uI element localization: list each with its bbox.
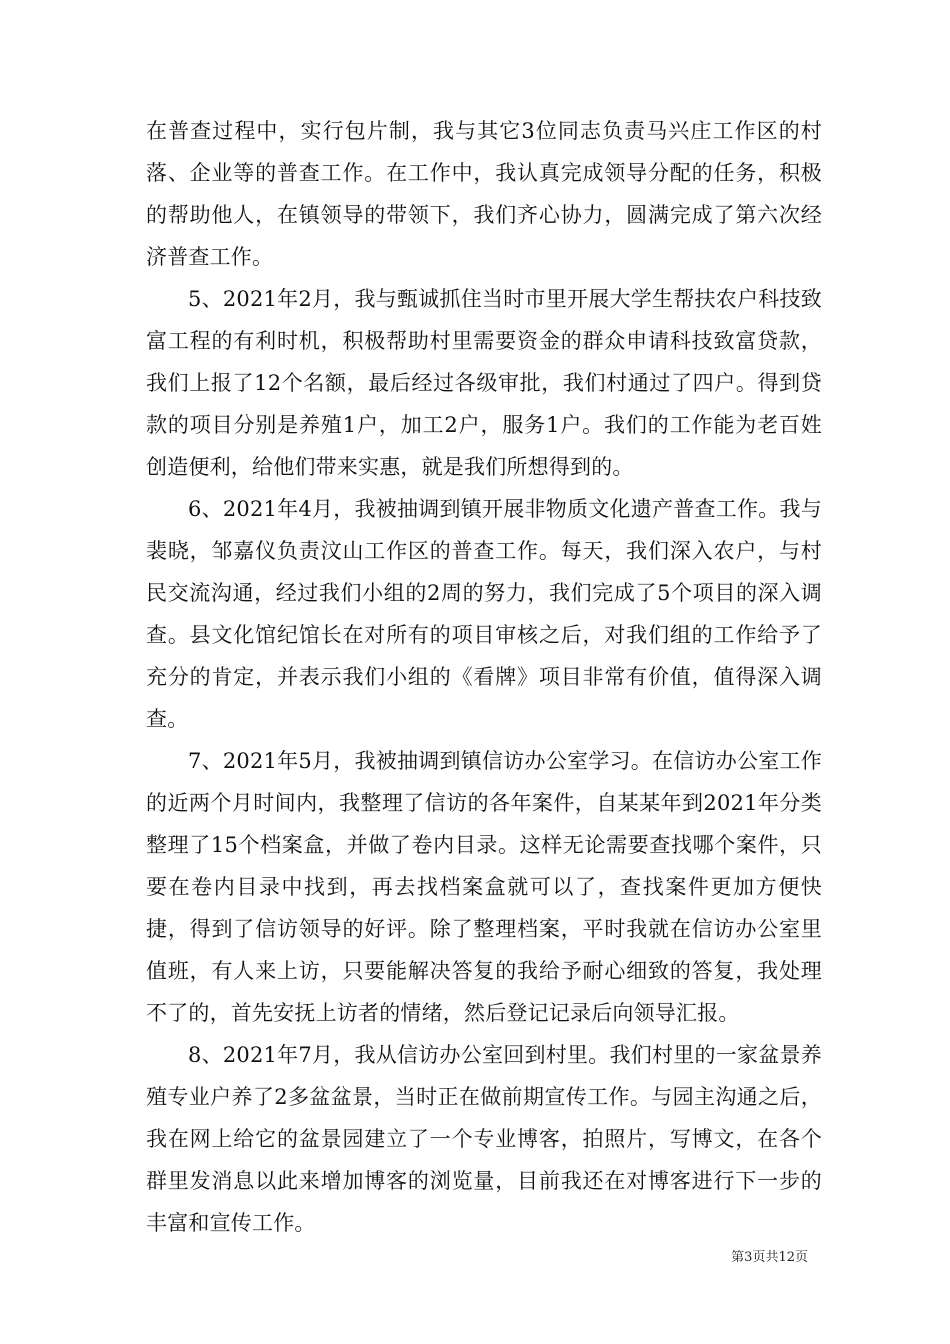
- paragraph-continued: 在普查过程中，实行包片制，我与其它3位同志负责马兴庄工作区的村落、企业等的普查工作。在工作中，我认真完成领导分配的任务，积极的帮助他人，在镇领导的带领下，我们齐心协力，圆满完成了第六次经济普查工作。: [146, 119, 822, 269]
- paragraph-item-7: 7、2021年5月，我被抽调到镇信访办公室学习。在信访办公室工作的近两个月时间内，我整理了信访的各年案件，自某某年到2021年分类整理了15个档案盒，并做了卷内目录。这样无论需要查找哪个案件，只要在卷内目录中找到，再去找档案盒就可以了，查找案件更加方便快捷，得到了信访领导的好评。除了整理档案，平时我就在信访办公室里值班，有人来上访，只要能解决答复的我给予耐心细致的答复，我处理不了的，首先安抚上访者的情绪，然后登记记录后向领导汇报。: [146, 749, 822, 1025]
- paragraph-item-6: 6、2021年4月，我被抽调到镇开展非物质文化遗产普查工作。我与裴晓，邹嘉仪负责汶山工作区的普查工作。每天，我们深入农户，与村民交流沟通，经过我们小组的2周的努力，我们完成了5个项目的深入调查。县文化馆纪馆长在对所有的项目审核之后，对我们组的工作给予了充分的肯定，并表示我们小组的《看牌》项目非常有价值，值得深入调查。: [146, 497, 822, 731]
- paragraph-item-5: 5、2021年2月，我与甄诚抓住当时市里开展大学生帮扶农户科技致富工程的有利时机，积极帮助村里需要资金的群众申请科技致富贷款，我们上报了12个名额，最后经过各级审批，我们村通过了四户。得到贷款的项目分别是养殖1户，加工2户，服务1户。我们的工作能为老百姓创造便利，给他们带来实惠，就是我们所想得到的。: [146, 287, 822, 479]
- document-body: [146, 110, 822, 1244]
- page-number: 第3页共12页: [731, 1250, 808, 1265]
- paragraph-item-8: 8、2021年7月，我从信访办公室回到村里。我们村里的一家盆景养殖专业户养了2多盆盆景，当时正在做前期宣传工作。与园主沟通之后，我在网上给它的盆景园建立了一个专业博客，拍照片，写博文，在各个群里发消息以此来增加博客的浏览量，目前我还在对博客进行下一步的丰富和宣传工作。: [146, 1043, 822, 1235]
